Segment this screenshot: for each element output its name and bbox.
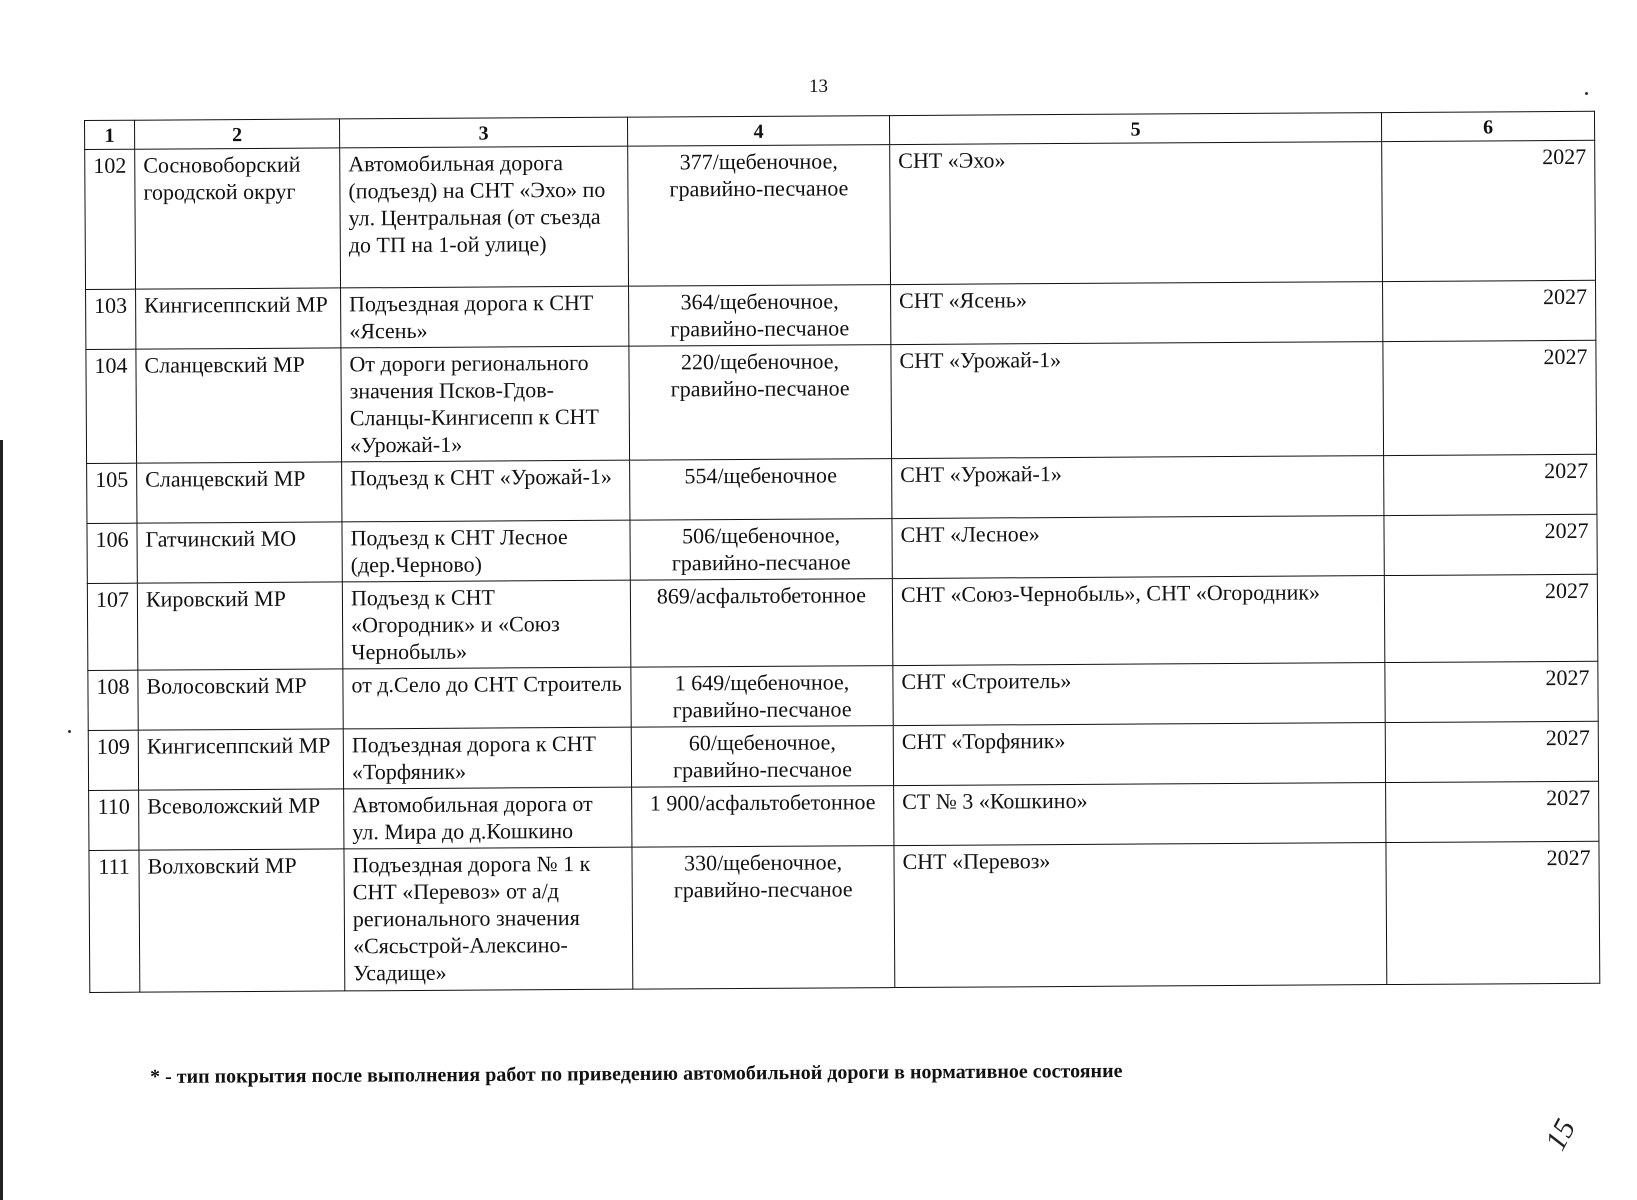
row-number: 110	[89, 790, 139, 850]
year-cell: 2027	[1386, 781, 1599, 842]
district-cell: Кингисеппский МР	[136, 288, 341, 349]
year-cell: 2027	[1385, 661, 1598, 722]
year-cell: 2027	[1383, 280, 1596, 341]
footnote: * - тип покрытия после выполнения работ по приведению автомобильной дороги в нормативное состояние	[150, 1060, 1123, 1088]
roads-table	[84, 111, 1600, 993]
year-cell: 2027	[1385, 721, 1598, 782]
length-surface-cell: 377/щебеночное, гравийно-песчаное	[628, 145, 891, 287]
scan-speck	[1585, 92, 1588, 95]
snt-cell: СНТ «Эхо»	[890, 142, 1383, 285]
scan-speck	[68, 730, 71, 733]
length-surface-cell: 364/щебеночное, гравийно-песчаное	[629, 285, 891, 347]
row-number: 104	[86, 349, 137, 463]
length-surface-cell: 1 900/асфальтобетонное	[632, 786, 894, 848]
snt-cell: СНТ «Урожай-1»	[892, 456, 1384, 519]
length-surface-cell: 220/щебеночное, гравийно-песчаное	[629, 345, 892, 461]
column-header-2: 2	[135, 119, 340, 149]
length-surface-cell: 330/щебеночное, гравийно-песчаное	[632, 846, 895, 990]
district-cell: Сланцевский МР	[137, 462, 342, 523]
row-number: 108	[88, 670, 138, 730]
road-name-cell: Подъезд к СНТ «Урожай-1»	[342, 460, 630, 522]
snt-cell: СТ № 3 «Кошкино»	[894, 783, 1386, 846]
snt-cell: СНТ «Ясень»	[891, 282, 1383, 345]
page-number: 13	[809, 76, 828, 97]
table-row	[87, 514, 1597, 583]
row-number: 105	[87, 463, 137, 523]
snt-cell: СНТ «Строитель»	[893, 663, 1385, 726]
district-cell: Волховский МР	[139, 849, 345, 992]
snt-cell: СНТ «Торфяник»	[893, 723, 1385, 786]
column-header-5: 5	[889, 113, 1381, 145]
district-cell: Кингисеппский МР	[138, 729, 343, 790]
table-row	[86, 280, 1596, 349]
length-surface-cell: 869/асфальтобетонное	[630, 579, 893, 668]
year-cell: 2027	[1384, 454, 1597, 515]
handwritten-page-mark: 15	[1538, 1113, 1583, 1156]
column-header-1: 1	[85, 120, 135, 149]
year-cell: 2027	[1382, 140, 1596, 281]
length-surface-cell: 506/щебеночное, гравийно-песчаное	[630, 519, 892, 581]
road-name-cell: От дороги регионального значения Псков-Гдов-Сланцы-Кингисепп к СНТ «Урожай-1»	[341, 346, 630, 462]
length-surface-cell: 1 649/щебеночное, гравийно-песчаное	[631, 666, 893, 728]
row-number: 103	[86, 289, 136, 349]
year-cell: 2027	[1384, 574, 1598, 662]
road-name-cell: Подъездная дорога к СНТ «Ясень»	[341, 286, 629, 348]
snt-cell: СНТ «Перевоз»	[894, 843, 1387, 988]
road-name-cell: Автомобильная дорога (подъезд) на СНТ «Эхо» по ул. Центральная (от съезда до ТП на 1-ой улице)	[340, 146, 629, 288]
table-row	[88, 661, 1598, 730]
row-number: 111	[89, 850, 140, 992]
column-header-3: 3	[339, 117, 627, 148]
year-cell: 2027	[1386, 841, 1600, 984]
district-cell: Кировский МР	[137, 582, 343, 670]
district-cell: Гатчинский МО	[137, 522, 342, 583]
year-cell: 2027	[1383, 340, 1597, 455]
table-row	[85, 140, 1596, 289]
row-number: 102	[85, 149, 136, 289]
table-row	[86, 340, 1597, 463]
road-name-cell: Подъезд к СНТ Лесное (дер.Черново)	[342, 520, 630, 582]
district-cell: Сланцевский МР	[136, 348, 342, 463]
length-surface-cell: 60/щебеночное, гравийно-песчаное	[631, 726, 893, 788]
row-number: 106	[87, 523, 137, 583]
snt-cell: СНТ «Лесное»	[892, 516, 1384, 579]
table-row	[89, 841, 1600, 992]
table-row	[88, 721, 1598, 790]
road-name-cell: Подъездная дорога № 1 к СНТ «Перевоз» от а/д регионального значения «Сясьстрой-Алексино-Усадище»	[344, 847, 633, 991]
table-row	[89, 781, 1599, 850]
snt-cell: СНТ «Союз-Чернобыль», СНТ «Огородник»	[892, 576, 1385, 666]
year-cell: 2027	[1384, 514, 1597, 575]
road-name-cell: от д.Село до СНТ Строитель	[343, 667, 631, 729]
row-number: 109	[88, 730, 138, 790]
scan-edge-line	[0, 440, 3, 1200]
snt-cell: СНТ «Урожай-1»	[891, 342, 1384, 459]
column-header-4: 4	[627, 116, 889, 147]
district-cell: Сосновоборский городской округ	[135, 148, 341, 289]
table-row	[87, 574, 1598, 670]
row-number: 107	[87, 583, 138, 670]
length-surface-cell: 554/щебеночное	[630, 459, 892, 521]
road-name-cell: Подъездная дорога к СНТ «Торфяник»	[343, 727, 631, 789]
district-cell: Волосовский МР	[138, 669, 343, 730]
district-cell: Всеволожский МР	[139, 789, 344, 850]
column-header-6: 6	[1381, 111, 1594, 141]
table-row	[87, 454, 1597, 523]
road-name-cell: Автомобильная дорога от ул. Мира до д.Кошкино	[344, 787, 632, 849]
roads-table-wrapper	[84, 111, 1599, 993]
road-name-cell: Подъезд к СНТ «Огородник» и «Союз Чернобыль»	[342, 580, 631, 669]
